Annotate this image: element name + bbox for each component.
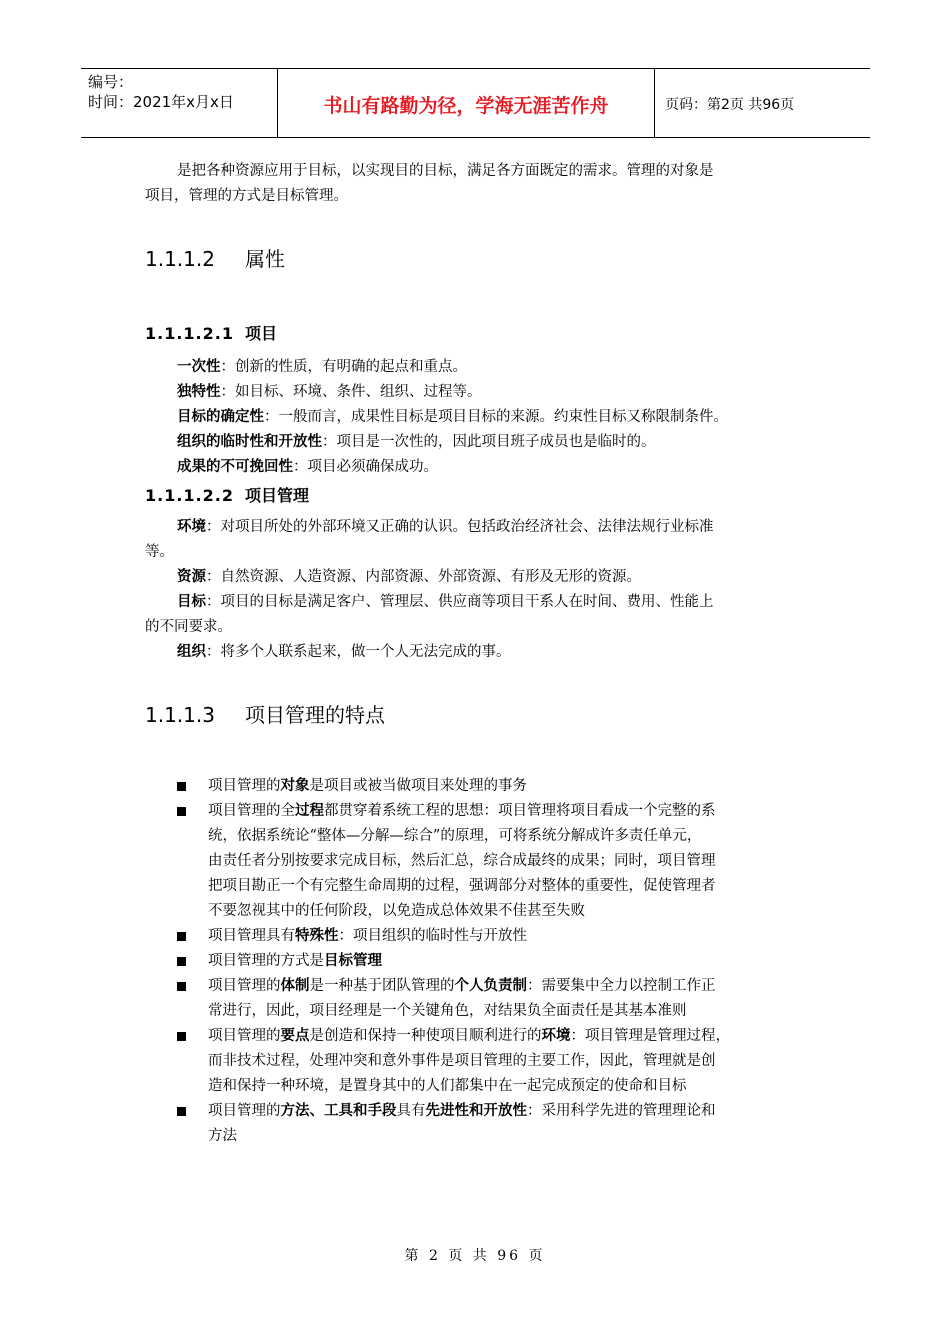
organization-desc: ：将多个人联系起来，做一个人无法完成的事。 (206, 644, 511, 660)
square-bullet-icon (177, 982, 186, 991)
goal-term: 目标 (177, 594, 206, 610)
square-bullet-icon (177, 782, 186, 791)
intro-line-1: 是把各种资源应用于目标，以实现目的目标，满足各方面既定的需求。管理的对象是 (177, 163, 714, 179)
page-header (81, 68, 870, 138)
property-term: 独特性 (177, 384, 221, 400)
heading-number: 1.1.1.2 (145, 247, 215, 271)
heading-number: 1.1.1.2.1 (145, 324, 234, 343)
heading-11122 (145, 483, 309, 506)
heading-1112 (145, 243, 285, 272)
property-desc: ：创新的性质，有明确的起点和重点。 (220, 359, 467, 375)
property-desc: ：项目是一次性的，因此项目班子成员也是临时的。 (322, 434, 656, 450)
resource-term: 资源 (177, 569, 206, 585)
header-motto: 书山有路勤为径，学海无涯苦作舟 (323, 95, 609, 117)
property-term: 组织的临时性和开放性 (177, 434, 322, 450)
environment-line-1 (177, 515, 714, 540)
heading-number: 1.1.1.2.2 (145, 486, 234, 505)
property-desc: ：如目标、环境、条件、组织、过程等。 (220, 384, 482, 400)
property-item (177, 355, 467, 380)
header-page-info: 页码：第2页 共96页 (665, 97, 795, 113)
goal-desc: ：项目的目标是满足客户、管理层、供应商等项目干系人在时间、费用、性能上 (206, 594, 714, 610)
organization-term: 组织 (177, 644, 206, 660)
organization-line (177, 640, 511, 665)
heading-1113 (145, 699, 385, 728)
header-page-cell (655, 69, 870, 137)
heading-title: 属性 (245, 247, 285, 271)
property-item (177, 380, 482, 405)
heading-title: 项目 (245, 324, 278, 343)
square-bullet-icon (177, 932, 186, 941)
intro-line-2: 项目，管理的方式是目标管理。 (145, 188, 348, 204)
property-term: 成果的不可挽回性 (177, 459, 293, 475)
property-item (177, 405, 728, 430)
property-term: 一次性 (177, 359, 221, 375)
resource-desc: ：自然资源、人造资源、内部资源、外部资源、有形及无形的资源。 (206, 569, 641, 585)
property-item (177, 430, 656, 455)
property-term: 目标的确定性 (177, 409, 264, 425)
goal-line-2: 的不同要求。 (145, 619, 232, 635)
environment-line-2: 等。 (145, 544, 174, 560)
document-number-label: 编号： (88, 73, 134, 91)
heading-11121 (145, 321, 277, 344)
heading-number: 1.1.1.3 (145, 703, 215, 727)
header-meta-cell (81, 69, 278, 137)
square-bullet-icon (177, 807, 186, 816)
resource-line (177, 565, 641, 590)
square-bullet-icon (177, 1032, 186, 1041)
environment-desc: ：对项目所处的外部环境又正确的认识。包括政治经济社会、法律法规行业标准 (206, 519, 714, 535)
heading-title: 项目管理的特点 (245, 703, 385, 727)
property-item (177, 455, 438, 480)
property-desc: ：项目必须确保成功。 (293, 459, 438, 475)
heading-title: 项目管理 (245, 486, 310, 505)
goal-line-1 (177, 590, 714, 615)
environment-term: 环境 (177, 519, 206, 535)
property-desc: ：一般而言，成果性目标是项目目标的来源。约束性目标又称限制条件。 (264, 409, 728, 425)
square-bullet-icon (177, 957, 186, 966)
square-bullet-icon (177, 1107, 186, 1116)
document-date: 时间：2021年x月x日 (88, 93, 234, 111)
page-footer: 第 2 页 共 96 页 (404, 1248, 546, 1264)
header-motto-cell (278, 69, 655, 137)
